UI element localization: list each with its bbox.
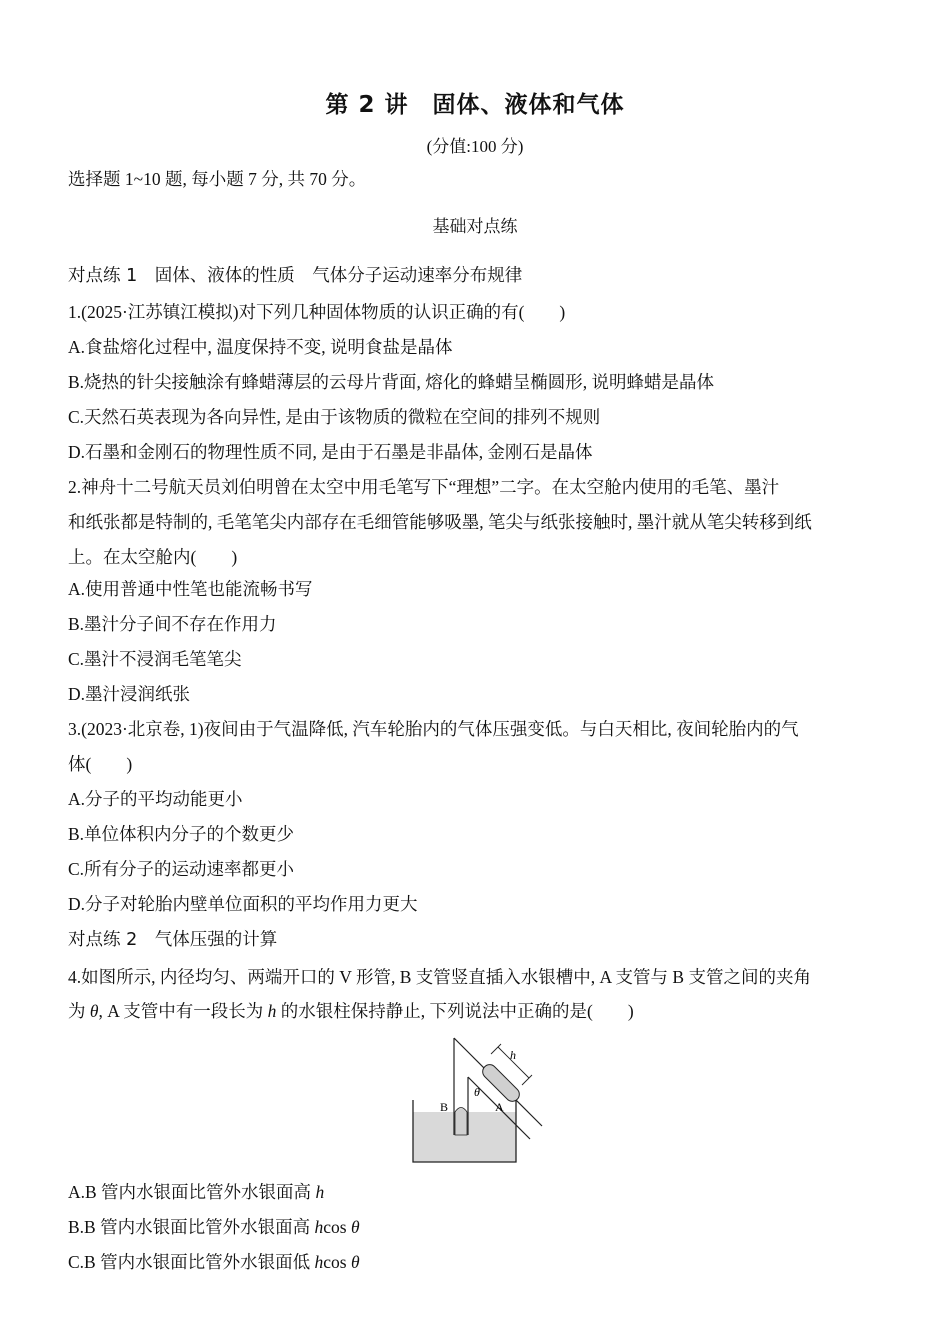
topic-2-heading: 对点练 2 气体压强的计算 <box>68 930 278 950</box>
score-note: (分值:100 分) <box>426 137 524 156</box>
q1-stem: 1.(2025·江苏镇江模拟)对下列几种固体物质的认识正确的有( ) <box>68 302 566 322</box>
q1-option-b: B.烧热的针尖接触涂有蜂蜡薄层的云母片背面, 熔化的蜂蜡呈椭圆形, 说明蜂蜡是晶体 <box>68 372 715 392</box>
q3-stem-line-1: 3.(2023·北京卷, 1)夜间由于气温降低, 汽车轮胎内的气体压强变低。与白天相比, 夜间轮胎内的气 <box>68 719 799 739</box>
q1-option-c: C.天然石英表现为各向异性, 是由于该物质的微粒在空间的排列不规则 <box>68 407 601 427</box>
q4-option-c <box>68 1250 360 1274</box>
theta-symbol: θ <box>350 1252 360 1272</box>
q4-text-part: 的水银柱保持静止, 下列说法中正确的是( ) <box>276 1001 634 1021</box>
label-theta: θ <box>474 1085 480 1099</box>
q4-stem-line-2 <box>68 999 634 1023</box>
page-title: 第 2 讲 固体、液体和气体 <box>325 92 625 118</box>
q4-text-part: 为 <box>68 1001 90 1021</box>
q4-option-a-text: A.B 管内水银面比管外水银面高 <box>68 1182 316 1202</box>
q4-option-b-text: B.B 管内水银面比管外水银面高 <box>68 1217 315 1237</box>
label-b: B <box>440 1100 449 1114</box>
q3-option-b: B.单位体积内分子的个数更少 <box>68 824 295 844</box>
v-tube-diagram <box>404 1035 554 1170</box>
h-symbol: h <box>314 1252 324 1272</box>
theta-symbol: θ <box>89 1001 99 1021</box>
theta-symbol: θ <box>350 1217 360 1237</box>
q2-stem-line-1: 2.神舟十二号航天员刘伯明曾在太空中用毛笔写下“理想”二字。在太空舱内使用的毛笔、墨汁 <box>68 477 780 497</box>
q4-option-c-text: C.B 管内水银面比管外水银面低 <box>68 1252 315 1272</box>
h-symbol: h <box>267 1001 277 1021</box>
q3-option-d: D.分子对轮胎内壁单位面积的平均作用力更大 <box>68 894 418 914</box>
q2-stem-line-2: 和纸张都是特制的, 毛笔笔尖内部存在毛细管能够吸墨, 笔尖与纸张接触时, 墨汁就从笔尖转移到纸 <box>68 512 812 532</box>
section-heading: 基础对点练 <box>432 217 518 237</box>
q2-option-a: A.使用普通中性笔也能流畅书写 <box>68 579 313 599</box>
q2-option-b: B.墨汁分子间不存在作用力 <box>68 614 277 634</box>
cos-text: cos <box>323 1252 351 1272</box>
q2-option-d: D.墨汁浸润纸张 <box>68 684 191 704</box>
q1-option-d: D.石墨和金刚石的物理性质不同, 是由于石墨是非晶体, 金刚石是晶体 <box>68 442 593 462</box>
q4-text-part: , A 支管中有一段长为 <box>98 1001 268 1021</box>
cos-text: cos <box>323 1217 351 1237</box>
q1-option-a: A.食盐熔化过程中, 温度保持不变, 说明食盐是晶体 <box>68 337 453 357</box>
q4-stem-line-1: 4.如图所示, 内径均匀、两端开口的 V 形管, B 支管竖直插入水银槽中, A 支管与 B 支管之间的夹角 <box>68 967 811 987</box>
label-a: A <box>495 1100 504 1114</box>
tube-a-mercury-column <box>480 1062 522 1104</box>
instruction-text: 选择题 1~10 题, 每小题 7 分, 共 70 分。 <box>68 169 367 189</box>
tube-b-mercury <box>455 1108 467 1136</box>
h-symbol: h <box>315 1182 325 1202</box>
q2-stem-line-3: 上。在太空舱内( ) <box>68 547 238 567</box>
q3-stem-line-2: 体( ) <box>68 754 133 774</box>
label-h: h <box>510 1048 516 1062</box>
q3-option-c: C.所有分子的运动速率都更小 <box>68 859 295 879</box>
topic-1-heading: 对点练 1 固体、液体的性质 气体分子运动速率分布规律 <box>68 266 523 286</box>
q3-option-a: A.分子的平均动能更小 <box>68 789 243 809</box>
h-symbol: h <box>314 1217 324 1237</box>
q4-option-b <box>68 1215 360 1239</box>
q2-option-c: C.墨汁不浸润毛笔笔尖 <box>68 649 242 669</box>
q4-option-a <box>68 1180 324 1204</box>
